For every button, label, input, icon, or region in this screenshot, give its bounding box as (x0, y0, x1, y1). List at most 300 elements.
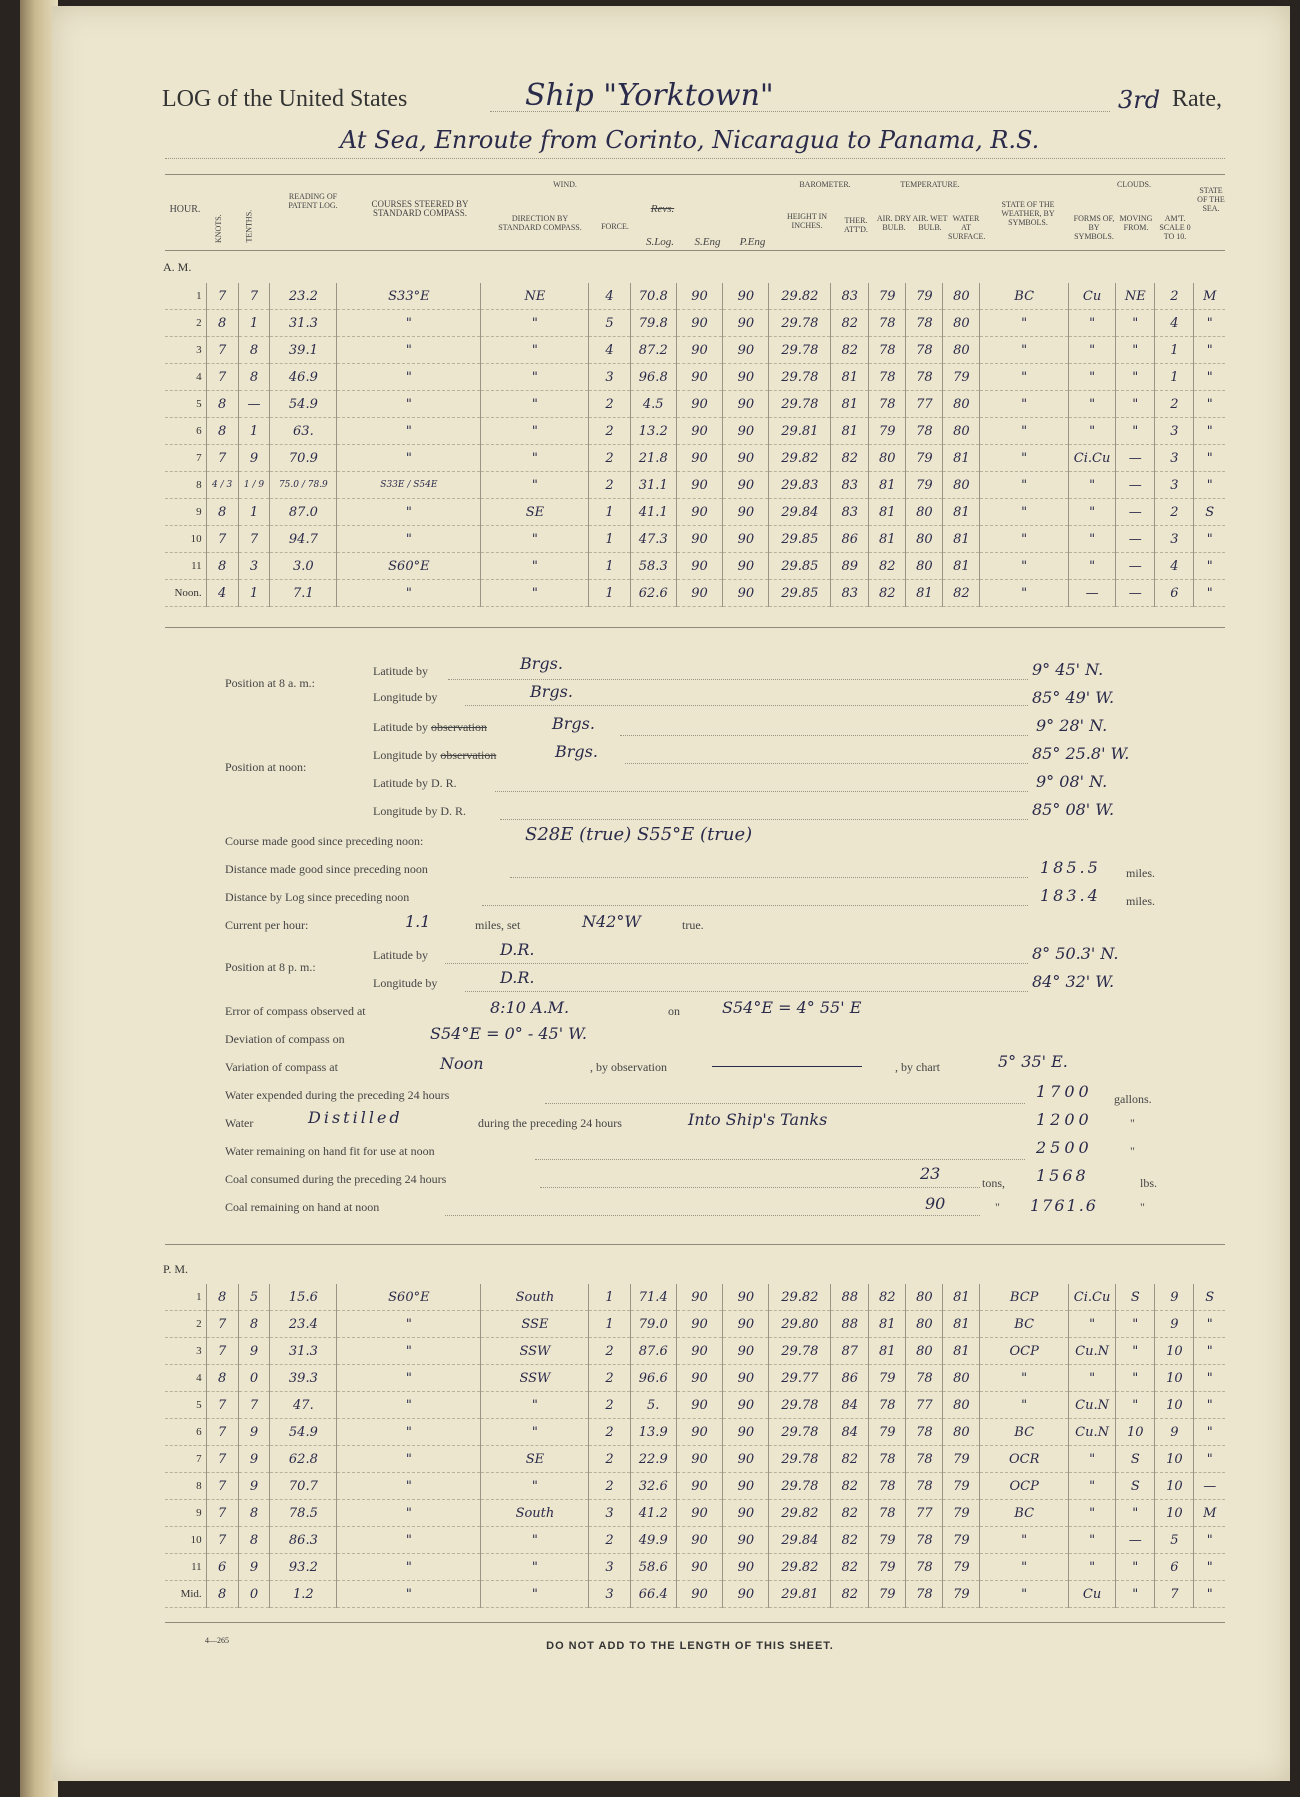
coal-remaining-ditto-2: " (1140, 1200, 1145, 1214)
log-cell: Cu (1068, 1581, 1115, 1608)
hour-cell: 1 (165, 283, 206, 310)
log-cell: " (1068, 1446, 1115, 1473)
lat-8am-by: Brgs. (520, 654, 563, 673)
log-cell: 29.82 (769, 1284, 831, 1311)
log-cell: 5. (630, 1392, 676, 1419)
log-cell: 78 (906, 418, 943, 445)
lon-8am-dots (465, 704, 1028, 706)
log-cell: 78 (906, 1581, 943, 1608)
coal-consumed-dots (540, 1186, 980, 1188)
pm-label: P. M. (163, 1262, 189, 1276)
log-cell: " (481, 364, 589, 391)
col-moving: MOVING FROM. (1119, 214, 1153, 232)
log-cell: 89 (831, 553, 869, 580)
log-cell: 13.9 (630, 1419, 676, 1446)
lat-8pm-by: D.R. (500, 940, 535, 959)
error-label: Error of compass observed at (225, 1004, 366, 1018)
log-cell: 84 (831, 1392, 869, 1419)
log-cell: 8 (238, 337, 270, 364)
log-row (165, 445, 1225, 472)
log-cell: 90 (676, 526, 722, 553)
log-cell: 90 (676, 1392, 722, 1419)
log-cell: " (980, 310, 1069, 337)
col-sea: STATE OF THE SEA. (1197, 186, 1225, 213)
col-weather: STATE OF THE WEATHER, BY SYMBOLS. (1001, 200, 1055, 227)
hour-cell: 5 (165, 391, 206, 418)
log-cell: 77 (906, 1392, 943, 1419)
current-label: Current per hour: (225, 918, 309, 932)
log-cell: 2 (589, 1446, 630, 1473)
log-cell: 6 (1155, 1554, 1194, 1581)
log-cell: 78 (906, 337, 943, 364)
log-cell: 81 (869, 1311, 906, 1338)
log-cell: 90 (676, 283, 722, 310)
log-cell: 31.3 (270, 1338, 337, 1365)
hour-cell: 10 (165, 526, 206, 553)
log-cell: 82 (831, 445, 869, 472)
log-cell: " (481, 553, 589, 580)
lon-dr-value: 85° 08' W. (1032, 800, 1115, 819)
log-cell: BC (980, 1500, 1069, 1527)
water-expended-dots (545, 1102, 1025, 1104)
log-cell: 90 (723, 1365, 769, 1392)
water-remaining-ditto: " (1130, 1144, 1135, 1158)
log-cell: " (980, 1392, 1069, 1419)
log-cell: 7 (206, 1419, 238, 1446)
log-cell: 83 (831, 472, 869, 499)
log-cell: 7 (206, 526, 238, 553)
log-cell: 1 (1155, 337, 1194, 364)
log-cell: 90 (676, 499, 722, 526)
log-cell: 2 (589, 1365, 630, 1392)
log-cell: 23.2 (270, 283, 337, 310)
log-cell: " (1068, 499, 1115, 526)
log-cell: 79 (869, 1527, 906, 1554)
col-clouds: CLOUDS. (1116, 180, 1151, 189)
log-cell: 23.4 (270, 1311, 337, 1338)
log-cell: 90 (676, 391, 722, 418)
col-wind-force: FORCE. (601, 222, 629, 231)
deviation-value: S54°E = 0° - 45' W. (430, 1024, 587, 1043)
log-cell: " (337, 1392, 481, 1419)
lat-8pm-dots (445, 962, 1028, 964)
log-cell: " (337, 418, 481, 445)
log-cell: 29.78 (769, 364, 831, 391)
log-cell: 80 (906, 499, 943, 526)
lon-8am-by: Brgs. (530, 682, 573, 701)
log-cell: 90 (676, 1311, 722, 1338)
log-cell: 70.7 (270, 1473, 337, 1500)
log-cell: " (337, 364, 481, 391)
by-chart-label: , by chart (895, 1060, 940, 1074)
log-cell: " (1068, 1365, 1115, 1392)
water-expended-label: Water expended during the preceding 24 hours (225, 1088, 450, 1102)
log-cell: 80 (906, 526, 943, 553)
water-during-label: during the preceding 24 hours (478, 1116, 622, 1130)
log-cell: " (980, 580, 1069, 607)
log-cell: 1 (238, 580, 270, 607)
log-row (165, 526, 1225, 553)
log-cell: 78 (869, 1392, 906, 1419)
am-label: A. M. (163, 260, 192, 274)
log-cell: 29.81 (769, 418, 831, 445)
log-cell: 7 (206, 1392, 238, 1419)
lon-8pm-label: Longitude by (373, 976, 438, 990)
col-patent-log: READING OF PATENT LOG. (288, 192, 338, 210)
log-cell: 90 (676, 364, 722, 391)
water-ditto: " (1130, 1116, 1135, 1130)
log-cell: 80 (906, 553, 943, 580)
log-cell: 79.8 (630, 310, 676, 337)
log-cell: " (980, 445, 1069, 472)
log-cell: 82 (869, 1284, 906, 1311)
log-row (165, 310, 1225, 337)
log-cell: 3 (1155, 526, 1194, 553)
log-cell: BC (980, 1419, 1069, 1446)
log-cell: 86 (831, 1365, 869, 1392)
log-cell: 8 (206, 553, 238, 580)
col-air-dry: AIR. DRY BULB. (876, 214, 912, 232)
lon-obs-dots (625, 762, 1028, 764)
log-cell: 90 (723, 1473, 769, 1500)
log-cell: — (1116, 526, 1155, 553)
rate-label: Rate, (1172, 86, 1222, 112)
log-cell: 1 (589, 1284, 630, 1311)
log-cell: 8 (206, 1284, 238, 1311)
log-row (165, 1365, 1225, 1392)
log-cell: 29.80 (769, 1311, 831, 1338)
log-cell: 29.78 (769, 391, 831, 418)
log-row (165, 391, 1225, 418)
log-cell: " (1068, 1473, 1115, 1500)
log-cell: 90 (723, 1311, 769, 1338)
log-cell: 90 (676, 445, 722, 472)
lat-obs-dots (620, 734, 1028, 736)
log-cell: 7 (206, 337, 238, 364)
current-set-value: N42°W (582, 912, 641, 931)
log-cell: 29.78 (769, 1446, 831, 1473)
log-cell: 90 (723, 1500, 769, 1527)
log-cell: 88 (831, 1311, 869, 1338)
log-cell: 7 (206, 1500, 238, 1527)
log-cell: 7 (206, 1446, 238, 1473)
log-cell: " (1194, 1419, 1225, 1446)
log-row (165, 472, 1225, 499)
log-cell: 29.77 (769, 1365, 831, 1392)
coal-remaining-lbs: 1761.6 (1030, 1196, 1098, 1215)
log-cell: " (337, 1581, 481, 1608)
log-cell: 79 (943, 1473, 980, 1500)
log-cell: 29.82 (769, 445, 831, 472)
log-cell: 3 (1155, 445, 1194, 472)
log-cell: 29.82 (769, 1554, 831, 1581)
log-cell: 96.6 (630, 1365, 676, 1392)
log-cell: 87 (831, 1338, 869, 1365)
log-row (165, 1500, 1225, 1527)
log-cell: 3 (1155, 472, 1194, 499)
log-row (165, 1446, 1225, 1473)
log-cell: 29.83 (769, 472, 831, 499)
log-cell: 87.2 (630, 337, 676, 364)
log-cell: 63. (270, 418, 337, 445)
log-cell: Cu.N (1068, 1392, 1115, 1419)
log-cell: 78 (869, 1500, 906, 1527)
log-cell: 90 (676, 1338, 722, 1365)
log-cell: " (481, 391, 589, 418)
log-row (165, 499, 1225, 526)
header-top-rule (165, 174, 1225, 175)
log-cell: 32.6 (630, 1473, 676, 1500)
log-cell: 0 (238, 1581, 270, 1608)
log-cell: 70.9 (270, 445, 337, 472)
log-cell: SSE (481, 1311, 589, 1338)
log-cell: 8 (238, 364, 270, 391)
log-cell: 10 (1155, 1473, 1194, 1500)
log-cell: 47.3 (630, 526, 676, 553)
log-cell: 10 (1116, 1419, 1155, 1446)
pm-bottom-rule (165, 1622, 1225, 1623)
col-wind: WIND. (553, 180, 577, 189)
log-cell: " (337, 1446, 481, 1473)
log-cell: 90 (676, 472, 722, 499)
log-cell: 3 (589, 1554, 630, 1581)
lat-obs-label-text: Latitude by (373, 720, 428, 734)
log-cell: 10 (1155, 1392, 1194, 1419)
log-cell: 3 (238, 553, 270, 580)
col-courses: COURSES STEERED BY STANDARD COMPASS. (371, 199, 469, 218)
coal-remaining-ditto-1: " (995, 1200, 1000, 1214)
log-cell: 86 (831, 526, 869, 553)
log-cell: " (1068, 418, 1115, 445)
log-cell: " (1068, 553, 1115, 580)
log-cell: 81 (906, 580, 943, 607)
log-row (165, 553, 1225, 580)
coal-consumed-tons: 23 (920, 1164, 941, 1183)
col-ther: THER. ATT'D. (844, 216, 868, 234)
log-cell: 62.6 (630, 580, 676, 607)
log-cell: " (980, 526, 1069, 553)
log-cell: 9 (238, 1419, 270, 1446)
log-cell: S (1194, 499, 1225, 526)
log-cell: 2 (589, 472, 630, 499)
log-cell: 6 (1155, 580, 1194, 607)
log-cell: 78 (869, 310, 906, 337)
log-row (165, 1338, 1225, 1365)
log-cell: " (1068, 1311, 1115, 1338)
log-cell: " (980, 391, 1069, 418)
log-cell: S60°E (337, 553, 481, 580)
log-cell: 80 (943, 1419, 980, 1446)
log-cell: 2 (589, 391, 630, 418)
pos-8am-label: Position at 8 a. m.: (225, 676, 315, 690)
log-cell: 8 (206, 499, 238, 526)
log-cell: 78 (869, 337, 906, 364)
water-type: Distilled (308, 1108, 403, 1127)
log-cell: " (1068, 364, 1115, 391)
distance-good-label: Distance made good since preceding noon (225, 862, 428, 876)
log-cell: 81 (831, 391, 869, 418)
log-cell: 7 (206, 1473, 238, 1500)
log-cell: 83 (831, 580, 869, 607)
log-cell: 3 (589, 1581, 630, 1608)
header-bottom-rule (165, 250, 1225, 251)
log-cell: 82 (831, 1527, 869, 1554)
log-cell: 90 (723, 1527, 769, 1554)
log-cell: 82 (869, 553, 906, 580)
log-cell: Cu.N (1068, 1338, 1115, 1365)
lon-dr-dots (500, 818, 1028, 820)
log-cell: " (1116, 1581, 1155, 1608)
log-cell: 1.2 (270, 1581, 337, 1608)
log-cell: 79 (869, 418, 906, 445)
hour-cell: 7 (165, 1446, 206, 1473)
log-cell: 10 (1155, 1500, 1194, 1527)
log-cell: 90 (676, 1581, 722, 1608)
log-cell: " (1068, 526, 1115, 553)
lat-dr-dots (495, 790, 1028, 792)
log-cell: " (1194, 1446, 1225, 1473)
rate-value: 3rd (1118, 86, 1161, 114)
log-cell: 2 (589, 1338, 630, 1365)
log-cell: 2 (1155, 283, 1194, 310)
log-cell: " (1194, 1338, 1225, 1365)
hour-cell: 3 (165, 337, 206, 364)
log-cell: 87.6 (630, 1338, 676, 1365)
log-cell: 29.85 (769, 526, 831, 553)
log-cell: 49.9 (630, 1527, 676, 1554)
log-cell: " (1068, 1554, 1115, 1581)
log-cell: 90 (723, 445, 769, 472)
log-cell: 82 (831, 310, 869, 337)
log-cell: Ci.Cu (1068, 445, 1115, 472)
lon-8am-value: 85° 49' W. (1032, 688, 1115, 707)
current-value: 1.1 (405, 912, 431, 931)
pm-log-table (165, 1284, 1225, 1608)
log-cell: 82 (943, 580, 980, 607)
log-cell: " (1068, 1527, 1115, 1554)
log-cell: S33E / S54E (337, 472, 481, 499)
log-cell: BC (980, 283, 1069, 310)
log-cell: 80 (943, 418, 980, 445)
log-cell: 10 (1155, 1338, 1194, 1365)
lat-8am-dots (448, 678, 1028, 680)
log-cell: 90 (676, 310, 722, 337)
log-cell: S (1116, 1446, 1155, 1473)
pos-noon-label: Position at noon: (225, 760, 307, 774)
log-cell: " (337, 1419, 481, 1446)
log-cell: 81 (943, 553, 980, 580)
log-cell: — (1116, 580, 1155, 607)
log-cell: 78 (869, 364, 906, 391)
log-cell: 41.1 (630, 499, 676, 526)
log-cell: " (1068, 1500, 1115, 1527)
log-cell: 8 (238, 1527, 270, 1554)
log-cell: 78 (906, 1419, 943, 1446)
log-cell: " (1194, 391, 1225, 418)
lat-8pm-label: Latitude by (373, 948, 428, 962)
log-cell: " (337, 526, 481, 553)
log-cell: 78 (906, 1554, 943, 1581)
log-cell: 7 (206, 283, 238, 310)
log-cell: 90 (723, 310, 769, 337)
log-cell: 79 (943, 1581, 980, 1608)
water-remaining-value: 2500 (1036, 1138, 1093, 1157)
log-cell: — (1116, 445, 1155, 472)
log-row (165, 337, 1225, 364)
log-cell: 90 (723, 364, 769, 391)
log-cell: " (1194, 472, 1225, 499)
log-cell: 79 (869, 1419, 906, 1446)
log-cell: 94.7 (270, 526, 337, 553)
log-cell: 1 (589, 553, 630, 580)
log-cell: 5 (589, 310, 630, 337)
log-cell: SE (481, 1446, 589, 1473)
variation-chart: 5° 35' E. (998, 1052, 1068, 1071)
log-cell: " (1116, 418, 1155, 445)
log-cell: " (481, 445, 589, 472)
log-cell: 7 (238, 283, 270, 310)
hour-cell: 4 (165, 364, 206, 391)
log-cell: 4 (1155, 553, 1194, 580)
log-cell: 29.81 (769, 1581, 831, 1608)
log-row (165, 1473, 1225, 1500)
log-cell: " (1194, 310, 1225, 337)
lon-obs-label (373, 748, 496, 763)
log-cell: 82 (831, 1554, 869, 1581)
col-knots: KNOTS. (214, 214, 223, 243)
log-row (165, 1581, 1225, 1608)
log-cell: " (1194, 1527, 1225, 1554)
coal-remaining-tons: 90 (925, 1194, 946, 1213)
log-cell: 81 (943, 1338, 980, 1365)
log-cell: " (337, 1338, 481, 1365)
miles-set-label: miles, set (475, 918, 521, 932)
log-cell: 29.78 (769, 1338, 831, 1365)
log-cell: 4 (206, 580, 238, 607)
log-cell: 1 / 9 (238, 472, 270, 499)
log-cell: 80 (943, 1365, 980, 1392)
am-bottom-rule (165, 627, 1225, 628)
log-cell: " (980, 1527, 1069, 1554)
log-cell: 47. (270, 1392, 337, 1419)
lat-dr-value: 9° 08' N. (1036, 772, 1108, 791)
log-cell: 29.78 (769, 1419, 831, 1446)
log-cell: " (481, 337, 589, 364)
log-cell: 81 (831, 364, 869, 391)
log-row (165, 1311, 1225, 1338)
log-cell: 39.3 (270, 1365, 337, 1392)
log-cell: 7 (238, 1392, 270, 1419)
log-cell: 7 (206, 1338, 238, 1365)
log-cell: " (1194, 364, 1225, 391)
log-cell: " (1116, 1338, 1155, 1365)
log-cell: 90 (723, 1392, 769, 1419)
pos-8pm-label: Position at 8 p. m.: (225, 960, 316, 974)
log-cell: 80 (943, 391, 980, 418)
col-amount: AM'T. SCALE 0 TO 10. (1159, 214, 1191, 241)
log-cell: 90 (676, 1500, 722, 1527)
miles-label-1: miles. (1126, 866, 1155, 880)
log-cell: 81 (943, 1311, 980, 1338)
hour-cell: 7 (165, 445, 206, 472)
log-cell: 9 (1155, 1284, 1194, 1311)
log-cell: 5 (1155, 1527, 1194, 1554)
water-distilled-value: 1200 (1036, 1110, 1093, 1129)
col-temperature: TEMPERATURE. (900, 180, 960, 189)
log-cell: 10 (1155, 1446, 1194, 1473)
footer-note: DO NOT ADD TO THE LENGTH OF THIS SHEET. (546, 1640, 834, 1652)
log-cell: 81 (869, 499, 906, 526)
